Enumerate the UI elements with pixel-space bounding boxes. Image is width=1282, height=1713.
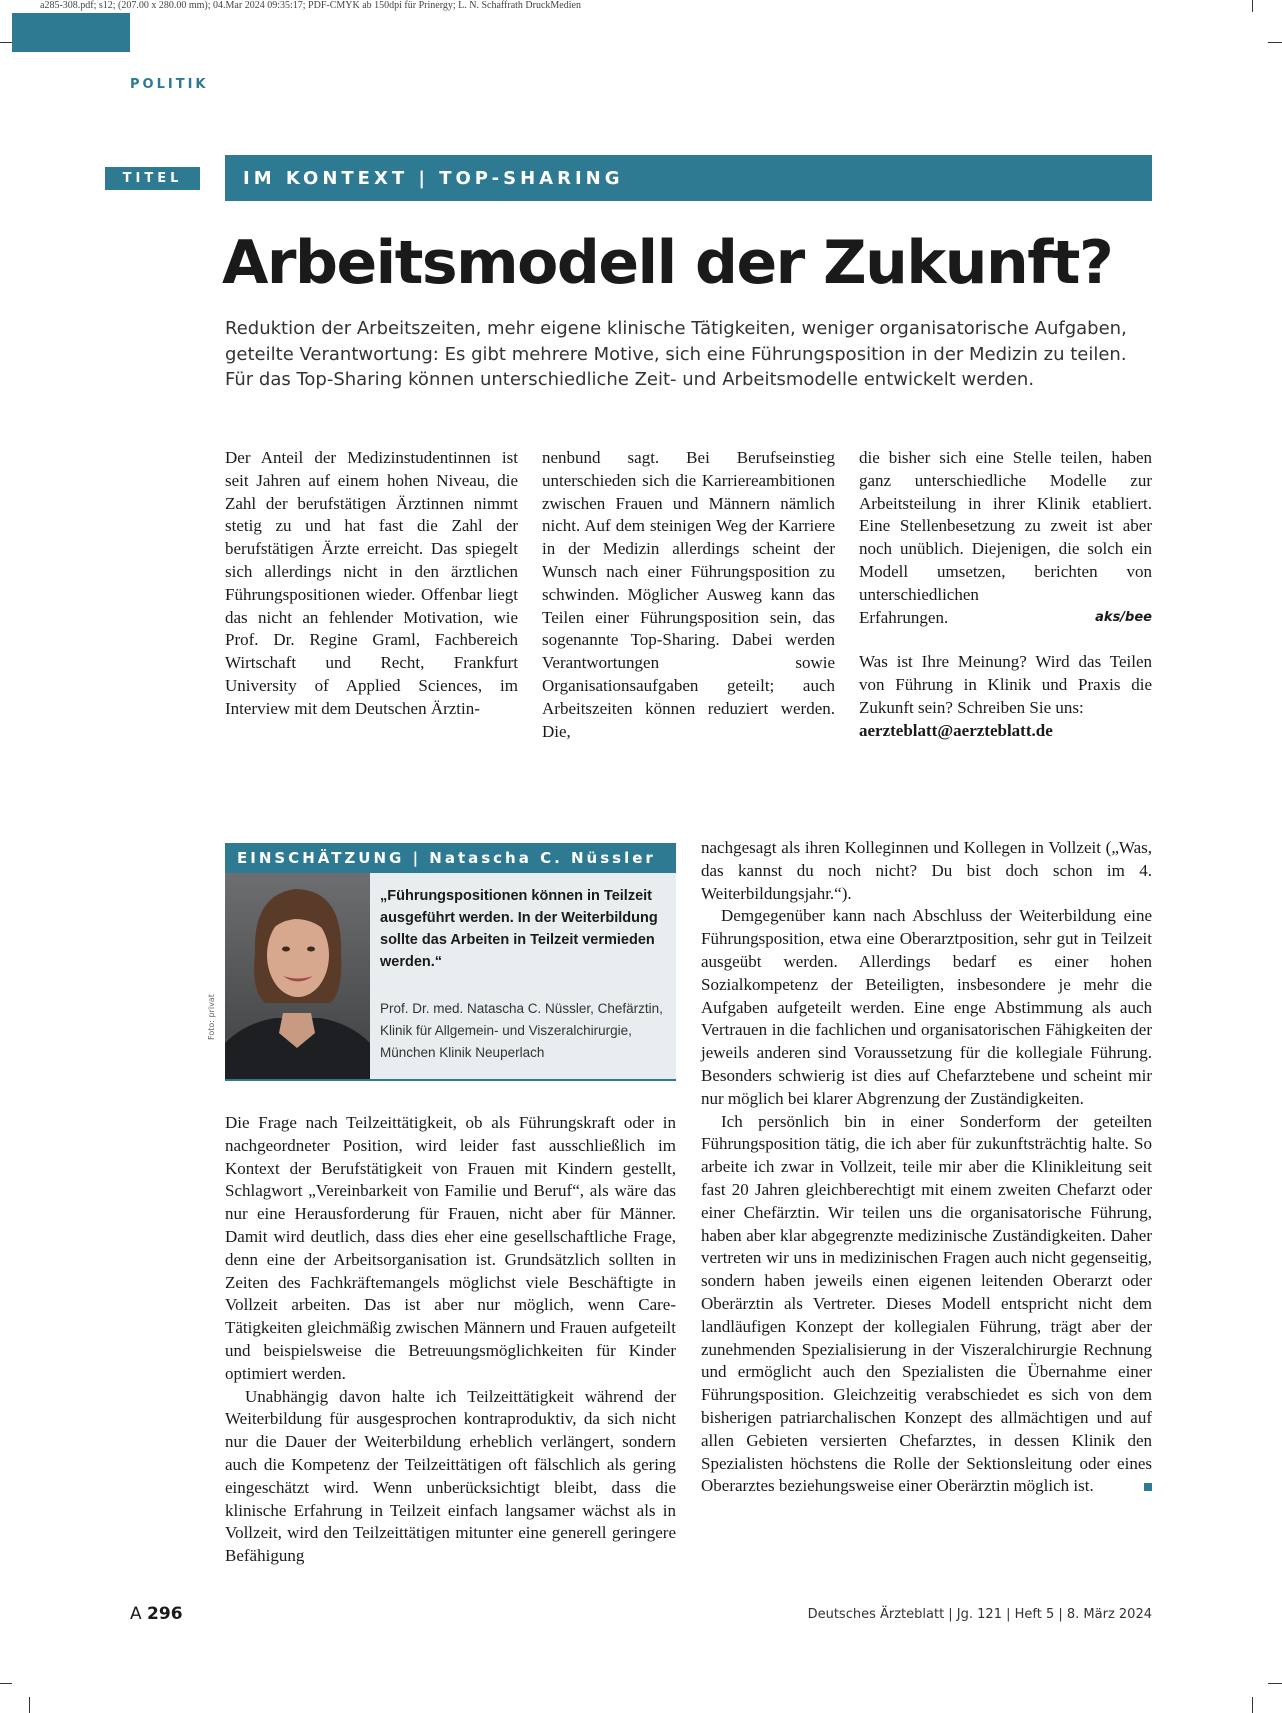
opinion-box-header: EINSCHÄTZUNG | Natascha C. Nüssler bbox=[225, 843, 676, 873]
crop-mark bbox=[0, 1683, 12, 1684]
author-portrait bbox=[225, 873, 370, 1079]
titel-tag: TITEL bbox=[105, 167, 200, 190]
essay-paragraph: Die Frage nach Teilzeittätigkeit, ob als Führungskraft oder in nachgeordneter Position, wird leider fast ausschließlich im Kontext der Berufstätigkeit von Frauen mit Kindern gestellt, Schlagwort „Vereinbarkeit von Familie und Beruf“, als wäre das nur eine Herausforderung für Frauen, nicht aber für Männer. Damit wird deutlich, dass dies eher eine gesellschaftliche Frage, denn eine der Arbeitsorganisation ist. Grundsätzlich sollten in Zeiten des Fachkräftemangels möglichst viele Beschäftigte in Vollzeit arbeiten. Das ist aber nur möglich, wenn Care-Tätigkeiten gleichmäßig zwischen Männern und Frauen aufgeteilt und beispielsweise die Betreuungsmöglichkeiten für Kinder optimiert werden. bbox=[225, 1113, 676, 1383]
headline: Arbeitsmodell der Zukunft? bbox=[222, 228, 1113, 298]
intro-column-2 bbox=[542, 447, 835, 743]
print-info-line: a285-308.pdf; s12; (207.00 x 280.00 mm); 04.Mar 2024 09:35:17; PDF-CMYK ab 150dpi für Prinergy; L. N. Schaffrath DruckMedien bbox=[40, 0, 581, 11]
crop-mark bbox=[1252, 1697, 1253, 1713]
lead-paragraph: Reduktion der Arbeitszeiten, mehr eigene klinische Tätigkeiten, weniger organisatorische Aufgaben, geteilte Verantwortung: Es gibt mehrere Motive, sich eine Führungsposition in der Medizin zu teilen. Für das Top-Sharing können unterschiedliche Zeit- und Arbeitsmodelle entwickelt werden. bbox=[225, 318, 1127, 390]
page-number-value: 296 bbox=[147, 1604, 183, 1624]
signature-line bbox=[859, 607, 1152, 630]
portrait-image bbox=[225, 873, 370, 1079]
intro-column-1 bbox=[225, 447, 518, 721]
reader-question: Was ist Ihre Meinung? Wird das Teilen von Führung in Klinik und Praxis die Zukunft sein? Schreiben Sie uns: bbox=[859, 652, 1152, 717]
kontext-bar: IM KONTEXT | TOP-SHARING bbox=[225, 155, 1152, 201]
publication-info: Deutsches Ärzteblatt | Jg. 121 | Heft 5 | 8. März 2024 bbox=[807, 1607, 1152, 1622]
essay-column-1 bbox=[225, 1112, 676, 1568]
pull-quote: „Führungspositionen können in Teilzeit ausgeführt werden. In der Weiterbildung sollte das Arbeiten in Teilzeit vermieden werden.“ bbox=[380, 888, 658, 970]
page-prefix: A bbox=[130, 1604, 142, 1624]
crop-mark bbox=[1252, 0, 1253, 12]
crop-mark bbox=[1268, 1683, 1282, 1684]
essay-paragraph: nachgesagt als ihren Kolleginnen und Kollegen in Vollzeit („Was, das kannst du noch nicht? Du bist doch schon im 4. Weiterbildungsjahr.“). bbox=[701, 838, 1152, 903]
crop-mark bbox=[29, 1697, 30, 1713]
essay-column-2 bbox=[701, 837, 1152, 1498]
opinion-box bbox=[225, 873, 676, 1081]
intro-text-3: die bisher sich eine Stelle teilen, haben ganz unterschiedliche Modelle zur Arbeitsteilung in ihrer Klinik etabliert. Eine Stellenbesetzung zu zweit ist aber noch unüblich. Diejenigen, die solch ein Modell umsetzen, berichten von unterschiedlichen bbox=[859, 448, 1152, 604]
corner-color-block bbox=[12, 13, 130, 52]
end-mark-icon bbox=[1144, 1483, 1152, 1491]
crop-mark bbox=[1268, 42, 1282, 43]
page-number bbox=[130, 1604, 183, 1624]
intro-text-1: Der Anteil der Medizinstudentinnen ist seit Jahren auf einem hohen Niveau, die Zahl der berufstätigen Ärztinnen nimmt stetig zu und hat fast die Zahl der berufstätigen Ärzte erreicht. Das spiegelt sich allerdings nicht in den ärztlichen Führungspositionen wieder. Offenbar liegt das nicht an fehlender Motivation, wie Prof. Dr. Regine Graml, Fachbereich Wirtschaft und Recht, Frankfurt University of Applied Sciences, im Interview mit dem Deutschen Ärztin- bbox=[225, 448, 518, 718]
contact-email-link[interactable]: aerzteblatt@aerzteblatt.de bbox=[859, 720, 1053, 740]
essay-paragraph: Ich persönlich bin in einer Sonderform der geteilten Führungsposition tätig, die ich aber für zukunftsträchtig halte. So arbeite ich zwar in Vollzeit, teile mir aber die Klinikleitung seit fast 20 Jahren gleichberechtigt mit einem zweiten Chefarzt oder einer Chefärztin. Wir teilen uns die organisatorische Führung, haben aber klar abgegrenzte medizinische Zuständigkeiten. Daher vertreten wir uns in medizinischen Fragen auch nicht gegenseitig, sondern haben jeweils einen eigenen leitenden Oberarzt oder Oberärztin als Vertreter. Dieses Modell entspricht nicht dem landläufigen Konzept der kollegialen Führung, trägt aber der zunehmenden Spezialisierung in der Viszeralchirurgie Rechnung und ermöglicht auch den Spezialisten die Übernahme einer Führungsposition. Gleichzeitig verabschiedet es sich von dem bisherigen patriarchalischen Konzept des allmächtigen und auf allen Gebieten versierten Chefarztes, in dessen Klinik den Spezialisten höchstens die Rolle der Sektionsleitung oder eines Oberarztes beziehungsweise einer Oberärztin möglich ist. bbox=[701, 1111, 1152, 1496]
author-initials: aks/bee bbox=[1095, 609, 1152, 625]
crop-mark bbox=[0, 42, 12, 43]
essay-paragraph: Demgegenüber kann nach Abschluss der Weiterbildung eine Führungsposition, etwa eine Oberarztposition, sehr gut in Teilzeit ausgeübt werden. Allerdings bedarf es einer hohen Sozialkompetenz der Beteiligten, insbesondere je mehr die Aufgaben aufgeteilt werden. Eine enge Abstimmung als auch Vertrauen in die fachlichen und organisatorischen Fähigkeiten der jeweils anderen sind Voraussetzung für die kollegiale Führung. Besonders schwierig ist dies auf Chefarztebene und scheint mir nur möglich bei klarer Abgrenzung der Zuständigkeiten. bbox=[701, 906, 1152, 1108]
essay-paragraph: Unabhängig davon halte ich Teilzeittätigkeit während der Weiterbildung für ausgesprochen kontraproduktiv, da sich nicht nur die Dauer der Weiterbildung erheblich verlängert, sondern auch die Kompetenz der Teilzeittätigen oft fälschlich als gering eingeschätzt wird. Wenn unberücksichtigt bleibt, dass die klinische Erfahrung in Teilzeit einfach langsamer wächst als in Vollzeit, wird den Teilzeittätigen mitunter eine generell geringere Befähigung bbox=[225, 1386, 676, 1566]
intro-text-2: nenbund sagt. Bei Berufseinstieg unterschieden sich die Karriereambitionen zwischen Frauen und Männern nämlich nicht. Auf dem steinigen Weg der Karriere in der Medizin allerdings scheint der Wunsch nach einer Führungsposition zu schwinden. Möglicher Ausweg kann das Teilen einer Führungsposition sein, das sogenannte Top-Sharing. Dabei werden Verantwortungen sowie Organisationsaufgaben geteilt; auch Arbeitszeiten können reduziert werden. Die, bbox=[542, 448, 835, 741]
photo-credit: Foto: privat bbox=[207, 994, 216, 1040]
intro-column-3 bbox=[859, 447, 1152, 743]
author-description: Prof. Dr. med. Natascha C. Nüssler, Chefärztin, Klinik für Allgemein- und Viszeralchirurgie, München Klinik Neuperlach bbox=[380, 1001, 663, 1060]
intro-last-word: Erfahrungen. bbox=[859, 607, 949, 627]
section-label: POLITIK bbox=[130, 77, 209, 92]
